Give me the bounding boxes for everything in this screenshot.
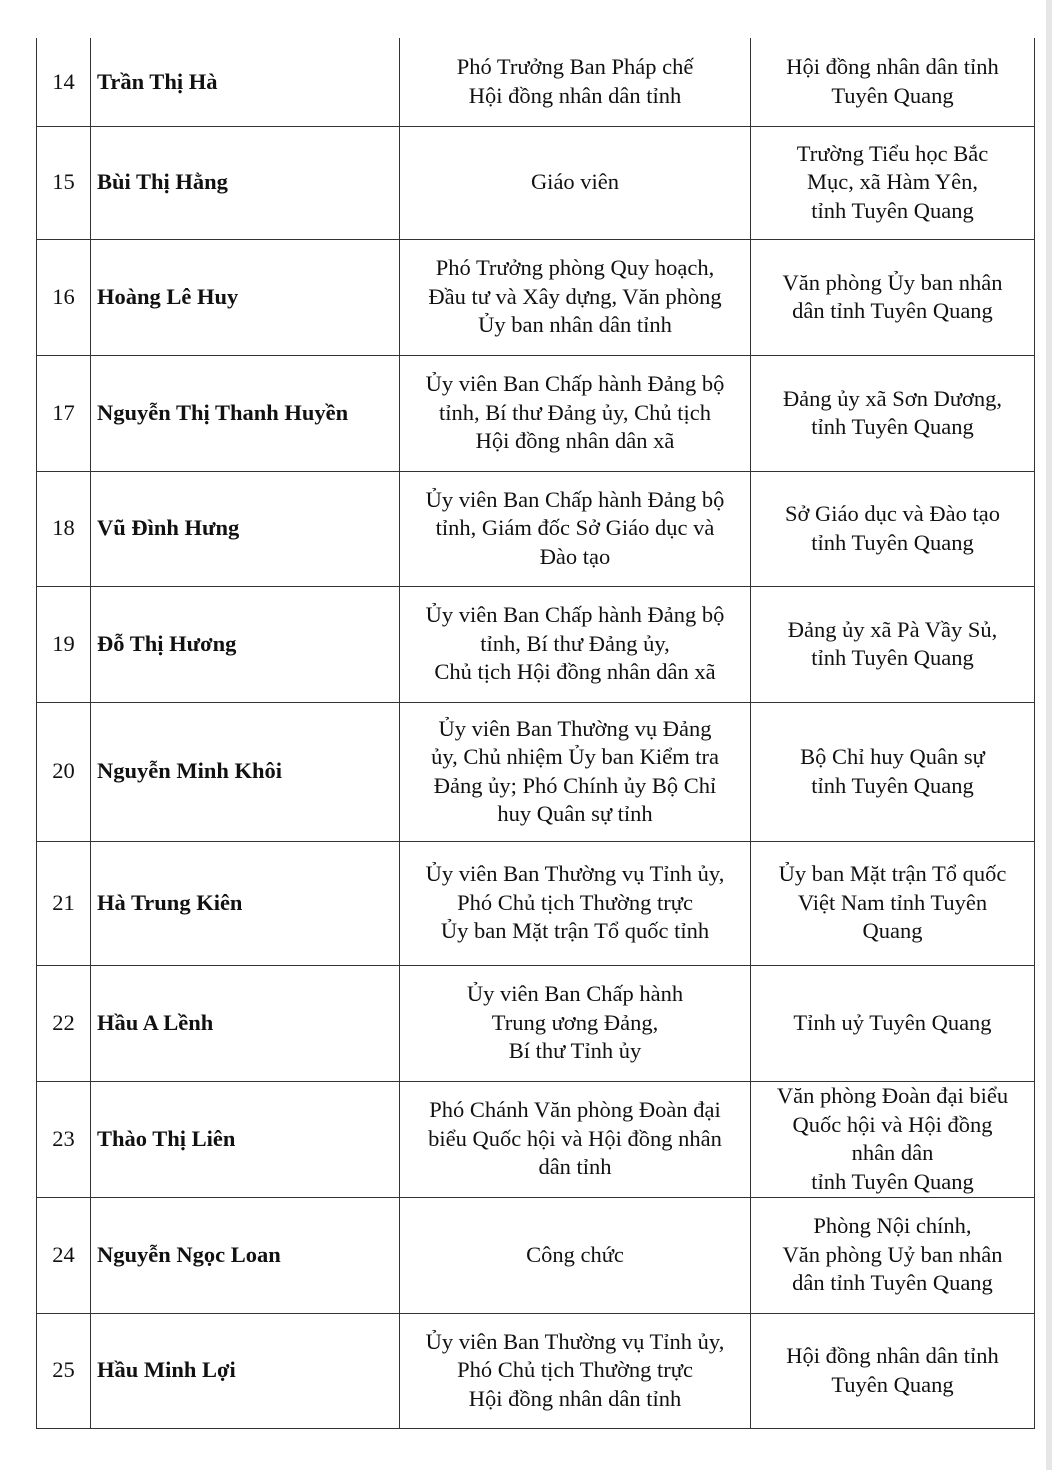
position-line: Giáo viên xyxy=(530,169,620,195)
position-line: huy Quân sự tỉnh xyxy=(497,801,653,826)
member-position xyxy=(400,702,751,841)
member-position xyxy=(400,1081,751,1197)
organization-line: Trường Tiểu học Bắc xyxy=(796,140,989,166)
organization-line: tỉnh Tuyên Quang xyxy=(811,645,974,670)
member-organization xyxy=(751,239,1035,355)
position-line: Ủy viên Ban Chấp hành Đảng bộ xyxy=(425,602,725,628)
member-organization xyxy=(751,126,1035,239)
organization-line: Mục, xã Hàm Yên, xyxy=(807,169,978,195)
member-position xyxy=(400,586,751,702)
row-number: 25 xyxy=(37,1313,91,1428)
organization-line: Tỉnh uỷ Tuyên Quang xyxy=(793,1009,992,1035)
organization-line: Sở Giáo dục và Đào tạo xyxy=(785,501,1000,526)
member-name: Bùi Thị Hằng xyxy=(91,126,400,239)
table-row xyxy=(37,471,1035,586)
position-line: Ủy ban Mặt trận Tổ quốc tỉnh xyxy=(440,918,710,944)
row-number: 22 xyxy=(37,965,91,1081)
table-row xyxy=(37,126,1035,239)
position-line: Ủy viên Ban Chấp hành Đảng bộ xyxy=(425,486,725,512)
table-row xyxy=(37,1197,1035,1313)
row-number: 17 xyxy=(37,355,91,471)
member-organization xyxy=(751,586,1035,702)
organization-line: Hội đồng nhân dân tỉnh xyxy=(786,54,999,80)
position-line: tỉnh, Bí thư Đảng ủy, Chủ tịch xyxy=(439,399,711,425)
member-position xyxy=(400,126,751,239)
member-position xyxy=(400,1197,751,1313)
organization-line: Văn phòng Đoàn đại biểu xyxy=(776,1083,1009,1108)
position-line: Phó Chủ tịch Thường trực xyxy=(457,889,693,915)
position-line: ủy, Chủ nhiệm Ủy ban Kiểm tra xyxy=(431,744,719,769)
member-organization xyxy=(751,1197,1035,1313)
member-name: Nguyễn Ngọc Loan xyxy=(91,1197,400,1313)
member-position xyxy=(400,841,751,965)
organization-line: Tuyên Quang xyxy=(831,82,954,108)
row-number: 18 xyxy=(37,471,91,586)
position-line: Ủy viên Ban Thường vụ Tỉnh ủy, xyxy=(425,861,725,887)
position-line: Phó Trưởng phòng Quy hoạch, xyxy=(435,255,715,281)
organization-line: Hội đồng nhân dân tỉnh xyxy=(786,1343,999,1368)
table-row xyxy=(37,38,1035,126)
organization-line: dân tỉnh Tuyên Quang xyxy=(792,1270,993,1296)
position-line: Phó Trưởng Ban Pháp chế xyxy=(456,54,694,80)
organization-line: nhân dân xyxy=(851,1140,934,1165)
member-organization xyxy=(751,702,1035,841)
organization-line: tỉnh Tuyên Quang xyxy=(811,529,974,555)
row-number: 15 xyxy=(37,126,91,239)
table-row xyxy=(37,702,1035,841)
member-position xyxy=(400,355,751,471)
row-number: 21 xyxy=(37,841,91,965)
position-line: Ủy viên Ban Chấp hành Đảng bộ xyxy=(425,371,725,397)
position-line: Hội đồng nhân dân tỉnh xyxy=(468,1385,682,1411)
member-organization xyxy=(751,355,1035,471)
table-row xyxy=(37,1313,1035,1428)
organization-line: tỉnh Tuyên Quang xyxy=(811,414,974,439)
member-name: Hầu Minh Lợi xyxy=(91,1313,400,1428)
table-row xyxy=(37,965,1035,1081)
member-name: Hầu A Lềnh xyxy=(91,965,400,1081)
member-organization xyxy=(751,1081,1035,1197)
position-line: Ủy viên Ban Thường vụ Đảng xyxy=(438,715,712,741)
position-line: Hội đồng nhân dân xã xyxy=(475,428,675,454)
organization-line: dân tỉnh Tuyên Quang xyxy=(792,298,993,323)
position-line: Đảng ủy; Phó Chính ủy Bộ Chỉ xyxy=(433,772,717,798)
table-row xyxy=(37,239,1035,355)
position-line: Trung ương Đảng, xyxy=(491,1009,659,1035)
organization-line: Văn phòng Ủy ban nhân xyxy=(782,269,1003,295)
organization-line: Việt Nam tỉnh Tuyên xyxy=(797,889,988,915)
organization-line: Quang xyxy=(862,918,923,944)
row-number: 23 xyxy=(37,1081,91,1197)
table-row xyxy=(37,841,1035,965)
organization-line: tỉnh Tuyên Quang xyxy=(811,1168,974,1194)
organization-line: Văn phòng Uỷ ban nhân xyxy=(782,1241,1003,1267)
member-name: Thào Thị Liên xyxy=(91,1081,400,1197)
organization-line: Đảng ủy xã Sơn Dương, xyxy=(782,385,1003,411)
row-number: 19 xyxy=(37,586,91,702)
member-position xyxy=(400,239,751,355)
member-name: Trần Thị Hà xyxy=(91,38,400,126)
position-line: biểu Quốc hội và Hội đồng nhân xyxy=(428,1125,722,1151)
row-number: 16 xyxy=(37,239,91,355)
member-name: Hà Trung Kiên xyxy=(91,841,400,965)
row-number: 14 xyxy=(37,38,91,126)
member-organization xyxy=(751,841,1035,965)
organization-line: tỉnh Tuyên Quang xyxy=(811,772,974,798)
member-position xyxy=(400,471,751,586)
position-line: Chủ tịch Hội đồng nhân dân xã xyxy=(434,659,716,685)
member-table xyxy=(36,38,1035,1429)
row-number: 24 xyxy=(37,1197,91,1313)
position-line: Đào tạo xyxy=(539,543,611,569)
position-line: tỉnh, Bí thư Đảng ủy, xyxy=(480,630,670,656)
position-line: tỉnh, Giám đốc Sở Giáo dục và xyxy=(435,515,715,541)
member-organization xyxy=(751,38,1035,126)
position-line: Ủy viên Ban Chấp hành xyxy=(466,981,684,1007)
organization-line: Bộ Chỉ huy Quân sự xyxy=(800,744,985,769)
member-position xyxy=(400,1313,751,1428)
member-table-body xyxy=(37,38,1035,1428)
organization-line: Ủy ban Mặt trận Tổ quốc xyxy=(778,861,1007,887)
position-line: Hội đồng nhân dân tỉnh xyxy=(468,82,682,108)
member-position xyxy=(400,38,751,126)
organization-line: tỉnh Tuyên Quang xyxy=(811,197,974,223)
row-number: 20 xyxy=(37,702,91,841)
table-row xyxy=(37,355,1035,471)
member-name: Hoàng Lê Huy xyxy=(91,239,400,355)
position-line: Công chức xyxy=(526,1241,624,1267)
organization-line: Quốc hội và Hội đồng xyxy=(792,1111,993,1137)
member-organization xyxy=(751,965,1035,1081)
page-edge xyxy=(1046,0,1052,1470)
position-line: dân tỉnh xyxy=(538,1154,612,1180)
member-name: Nguyễn Thị Thanh Huyền xyxy=(91,355,400,471)
position-line: Ủy viên Ban Thường vụ Tỉnh ủy, xyxy=(425,1328,725,1354)
member-name: Nguyễn Minh Khôi xyxy=(91,702,400,841)
member-organization xyxy=(751,471,1035,586)
organization-line: Đảng ủy xã Pà Vầy Sủ, xyxy=(787,616,998,642)
position-line: Phó Chánh Văn phòng Đoàn đại xyxy=(429,1097,721,1123)
member-organization xyxy=(751,1313,1035,1428)
member-name: Vũ Đình Hưng xyxy=(91,471,400,586)
position-line: Đầu tư và Xây dựng, Văn phòng xyxy=(428,283,722,309)
member-name: Đỗ Thị Hương xyxy=(91,586,400,702)
position-line: Ủy ban nhân dân tỉnh xyxy=(478,312,672,338)
organization-line: Phòng Nội chính, xyxy=(813,1213,972,1239)
position-line: Bí thư Tỉnh ủy xyxy=(508,1038,642,1064)
organization-line: Tuyên Quang xyxy=(831,1371,954,1397)
member-position xyxy=(400,965,751,1081)
table-row xyxy=(37,1081,1035,1197)
table-row xyxy=(37,586,1035,702)
position-line: Phó Chủ tịch Thường trực xyxy=(457,1357,693,1383)
